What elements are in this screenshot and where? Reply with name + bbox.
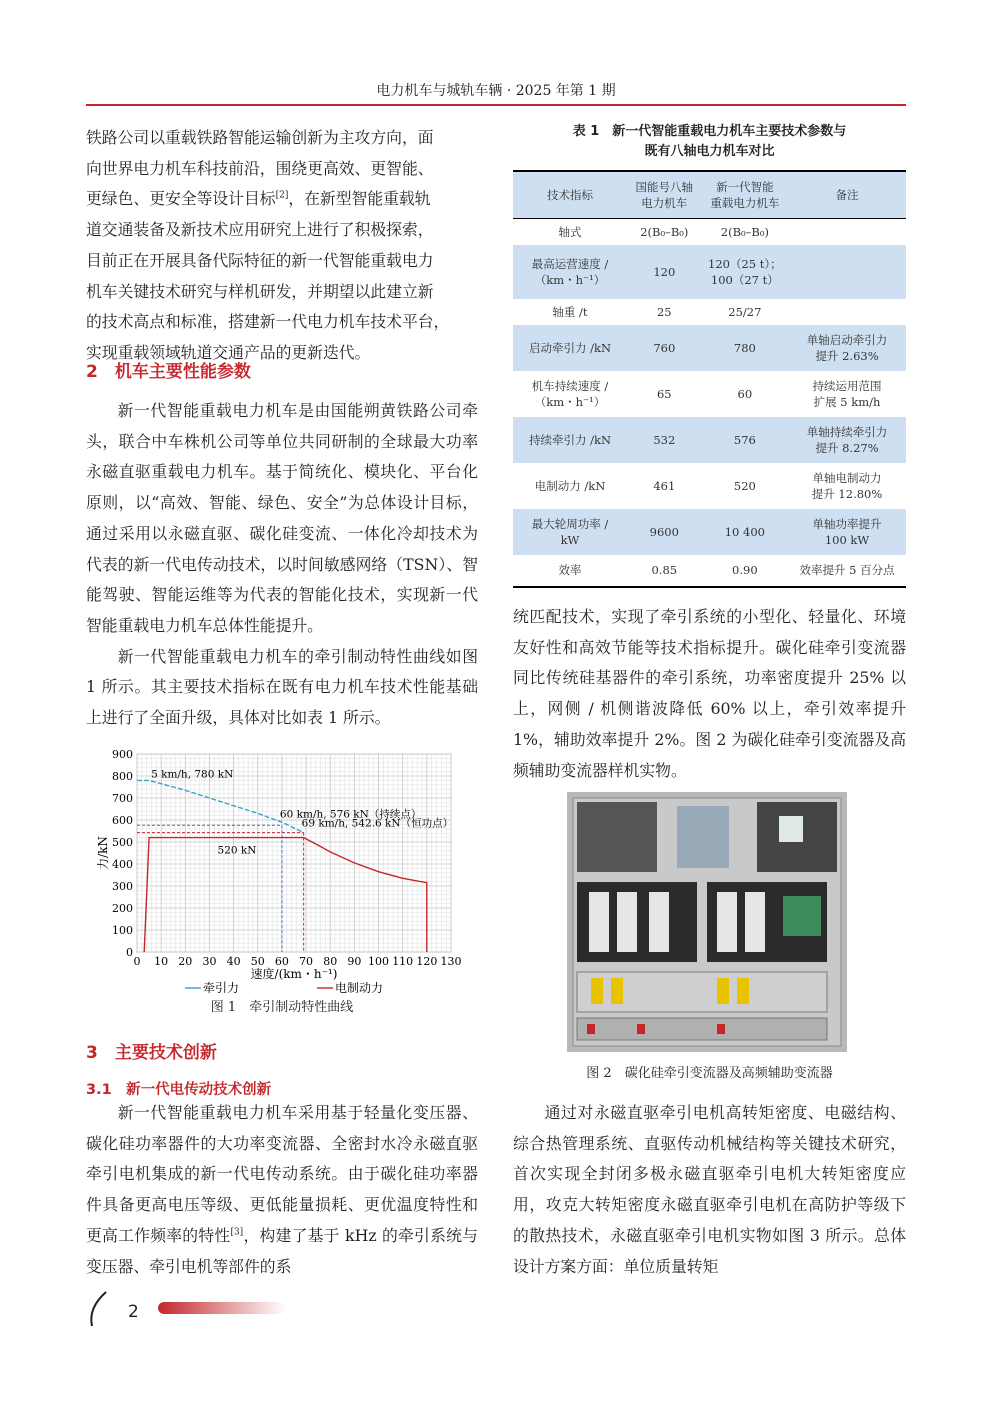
- traction-braking-chart: [95, 742, 475, 994]
- table-cell: 25/27: [728, 304, 762, 319]
- section-3-1-heading: 3.1 新一代电传动技术创新: [86, 1082, 272, 1098]
- table-row: [513, 245, 906, 299]
- x-tick-label: 80: [323, 955, 338, 968]
- table-row: [513, 325, 906, 371]
- x-tick-label: 130: [440, 955, 462, 968]
- x-tick-label: 20: [178, 955, 193, 968]
- legend-label: 电制动力: [335, 981, 384, 994]
- table-cell: 单轴持续牵引力 提升 8.27%: [788, 417, 906, 463]
- citation-2[interactable]: [2]: [275, 191, 289, 202]
- x-tick-label: 100: [368, 955, 390, 968]
- intro-line: 机车关键技术研究与样机研发，并期望以此建立新: [86, 281, 434, 301]
- motor-paragraph: 通过对永磁直驱牵引电机高转矩密度、电磁结构、综合热管理系统、直驱传动机械结构等关键技术研究，首次实现全封闭多极永磁直驱牵引电机大转矩密度应用，攻克大转矩密度永磁直驱牵引电机在高防护等级下的散热技术，永磁直驱牵引电机实物如图 3 所示。总体设计方案方面：单位质量转矩: [513, 1103, 906, 1276]
- table-cell: 最大轮周功率 / kW: [513, 509, 627, 555]
- y-tick-label: 0: [126, 946, 133, 959]
- table-cell: 电制动力 /kN: [534, 478, 606, 493]
- legend-label: 牵引力: [203, 981, 240, 994]
- table-cell: 单轴功率提升 100 kW: [788, 509, 906, 555]
- section-2-paragraph-1: 新一代智能重载电力机车是由国能朔黄铁路公司牵头，联合中车株机公司等单位共同研制的全球最大功率永磁直驱重载电力机车。基于简统化、模块化、平台化原则，以“高效、智能、绿色、安全”为总体设计目标，通过采用以永磁直驱、碳化硅变流、一体化冷却技术为代表的新一代电传动技术，以时间敏感网络（TSN）、智能驾驶、智能运维等为代表的智能化技术，实现新一代智能重载电力机车总体性能提升。: [86, 401, 478, 635]
- x-tick-label: 110: [392, 955, 414, 968]
- y-tick-label: 800: [112, 770, 133, 783]
- table-cell: 10 400: [702, 509, 788, 555]
- section-2-paragraph-2: 新一代智能重载电力机车的牵引制动特性曲线如图 1 所示。其主要技术指标在既有电力机车技术性能基础上进行了全面升级，具体对比如表 1 所示。: [86, 646, 478, 728]
- intro-line: 更绿色、更安全等设计目标[2]，在新型智能重载轨: [86, 189, 431, 209]
- table-header-cell: 新一代智能 重载电力机车: [702, 171, 788, 219]
- section-3-1-body: [86, 1098, 478, 1282]
- table-cell: 持续运用范围 扩展 5 km/h: [812, 378, 882, 409]
- table-row: [513, 417, 906, 463]
- x-tick-label: 40: [226, 955, 241, 968]
- table-cell: 780: [702, 325, 788, 371]
- table-cell: 启动牵引力 /kN: [513, 325, 627, 371]
- table-cell: 单轴启动牵引力 提升 2.63%: [788, 325, 906, 371]
- intro-line: 的技术高点和标准，搭建新一代电力机车技术平台，: [86, 312, 450, 332]
- table-header-cell: 备注: [788, 171, 906, 219]
- table-cell: 25: [656, 304, 672, 319]
- header-rule: [86, 104, 906, 106]
- table-row: [513, 299, 906, 325]
- y-axis-label: 力/kN: [96, 836, 110, 870]
- table-1-title: [513, 122, 906, 162]
- table-cell: 60: [737, 386, 753, 401]
- intro-line: 实现重载领域轨道交通产品的更新迭代。: [86, 342, 371, 362]
- table-row: [513, 555, 906, 587]
- converter-photo: [567, 792, 847, 1052]
- footer-swoosh: [86, 1288, 286, 1330]
- table-header-cell: 技术指标: [513, 171, 627, 219]
- table-cell: [788, 245, 906, 299]
- x-tick-label: 30: [202, 955, 217, 968]
- table-header-cell: 国能号八轴 电力机车: [627, 171, 702, 219]
- y-tick-label: 900: [112, 748, 133, 761]
- table-cell: [788, 219, 906, 245]
- table-cell: 持续牵引力 /kN: [513, 417, 627, 463]
- table-cell: 效率: [513, 555, 627, 587]
- intro-paragraph: [86, 123, 478, 369]
- figure-1-caption: 图 1 牵引制动特性曲线: [210, 1000, 354, 1015]
- y-tick-label: 700: [112, 792, 133, 805]
- y-tick-label: 500: [112, 836, 133, 849]
- annotation-label: 60 km/h, 576 kN（持续点）: [279, 808, 422, 821]
- continuation-paragraph: 统匹配技术，实现了牵引系统的小型化、轻量化、环境友好性和高效节能等技术指标提升。碳化硅牵引变流器同比传统硅基器件的牵引系统，功率密度提升 25% 以上，网侧 / 机侧谐波降低 60% 以上，牵引效率提升 1%，辅助效率提升 2%。图 2 为碳化硅牵引变流器及高频辅助变流器样机实物。: [513, 607, 906, 780]
- intro-line: 铁路公司以重载铁路智能运输创新为主攻方向，面: [86, 128, 434, 147]
- table-title-line: 既有八轴电力机车对比: [644, 144, 775, 159]
- section-3-1-paragraph: 新一代智能重载电力机车采用基于轻量化变压器、碳化硅功率器件的大功率变流器、全密封水冷永磁直驱牵引电机集成的新一代电传动系统。由于碳化硅功率器件具备更高电压等级、更低能量损耗、更优温度特性和更高工作频率的特性[3]，构建了基于 kHz 的牵引系统与变压器、牵引电机等部件的系: [86, 1103, 478, 1276]
- x-axis-label: 速度/(km・h⁻¹): [250, 967, 338, 981]
- running-header: 电力机车与城轨车辆 · 2025 年第 1 期: [376, 83, 616, 99]
- table-cell: 轴式: [558, 224, 582, 239]
- x-tick-label: 120: [416, 955, 438, 968]
- table-cell: 532: [627, 417, 702, 463]
- table-title-line: 表 1 新一代智能重载电力机车主要技术参数与: [572, 124, 847, 139]
- x-tick-label: 10: [154, 955, 169, 968]
- table-cell: 576: [702, 417, 788, 463]
- intro-line: 向世界电力机车科技前沿，围绕更高效、更智能、: [86, 158, 434, 178]
- intro-line: 道交通装备及新技术应用研究上进行了积极探索，: [86, 220, 434, 240]
- table-cell: 120（25 t）； 100（27 t）: [702, 245, 788, 299]
- figure-2-caption: 图 2 碳化硅牵引变流器及高频辅助变流器: [586, 1066, 833, 1081]
- table-cell: 机车持续速度 / （km・h⁻¹）: [531, 378, 609, 409]
- table-row: [513, 463, 906, 509]
- x-tick-label: 0: [133, 955, 141, 968]
- y-tick-label: 400: [112, 858, 133, 871]
- motor-section: [513, 1098, 906, 1282]
- x-tick-label: 70: [299, 955, 314, 968]
- section-2-heading: 2 机车主要性能参数: [86, 362, 251, 382]
- intro-line: 目前正在开展具备代际特征的新一代智能重载电力: [86, 250, 434, 270]
- table-cell: 65: [656, 386, 672, 401]
- plot-area: [137, 754, 454, 952]
- y-tick-label: 300: [112, 880, 133, 893]
- table-cell: [788, 299, 906, 325]
- table-row: [513, 509, 906, 555]
- table-header-row: [513, 171, 906, 219]
- annotation-label: 69 km/h, 542.6 kN（恒功点）: [301, 817, 454, 830]
- table-cell: 最高运营速度 / （km・h⁻¹）: [513, 245, 627, 299]
- y-tick-label: 600: [112, 814, 133, 827]
- table-cell: 2(B₀–B₀): [640, 224, 689, 239]
- table-row: [513, 371, 906, 417]
- citation-3[interactable]: [3]: [230, 1227, 244, 1238]
- table-cell: 0.90: [702, 555, 788, 587]
- annotation-label: 520 kN: [217, 844, 257, 857]
- table-cell: 轴重 /t: [552, 304, 588, 319]
- x-tick-label: 50: [250, 955, 265, 968]
- y-tick-label: 100: [112, 924, 133, 937]
- section-3-heading: 3 主要技术创新: [86, 1043, 217, 1063]
- table-cell: 760: [627, 325, 702, 371]
- page-number: 2: [128, 1302, 139, 1322]
- x-tick-label: 60: [274, 955, 289, 968]
- table-cell: 461: [653, 478, 676, 493]
- y-tick-label: 200: [112, 902, 133, 915]
- table-cell: 2(B₀–B₀): [720, 224, 769, 239]
- table-cell: 9600: [627, 509, 702, 555]
- x-tick-label: 90: [347, 955, 362, 968]
- table-cell: 0.85: [627, 555, 702, 587]
- comparison-table: [513, 170, 906, 588]
- right-continuation: [513, 602, 906, 786]
- table-cell: 效率提升 5 百分点: [788, 555, 906, 587]
- table-cell: 120: [627, 245, 702, 299]
- section-2-body: [86, 396, 478, 734]
- table-cell: 520: [733, 478, 756, 493]
- annotation-label: 5 km/h, 780 kN: [151, 768, 234, 781]
- table-cell: 单轴电制动力 提升 12.80%: [811, 470, 883, 501]
- table-row: [513, 219, 906, 245]
